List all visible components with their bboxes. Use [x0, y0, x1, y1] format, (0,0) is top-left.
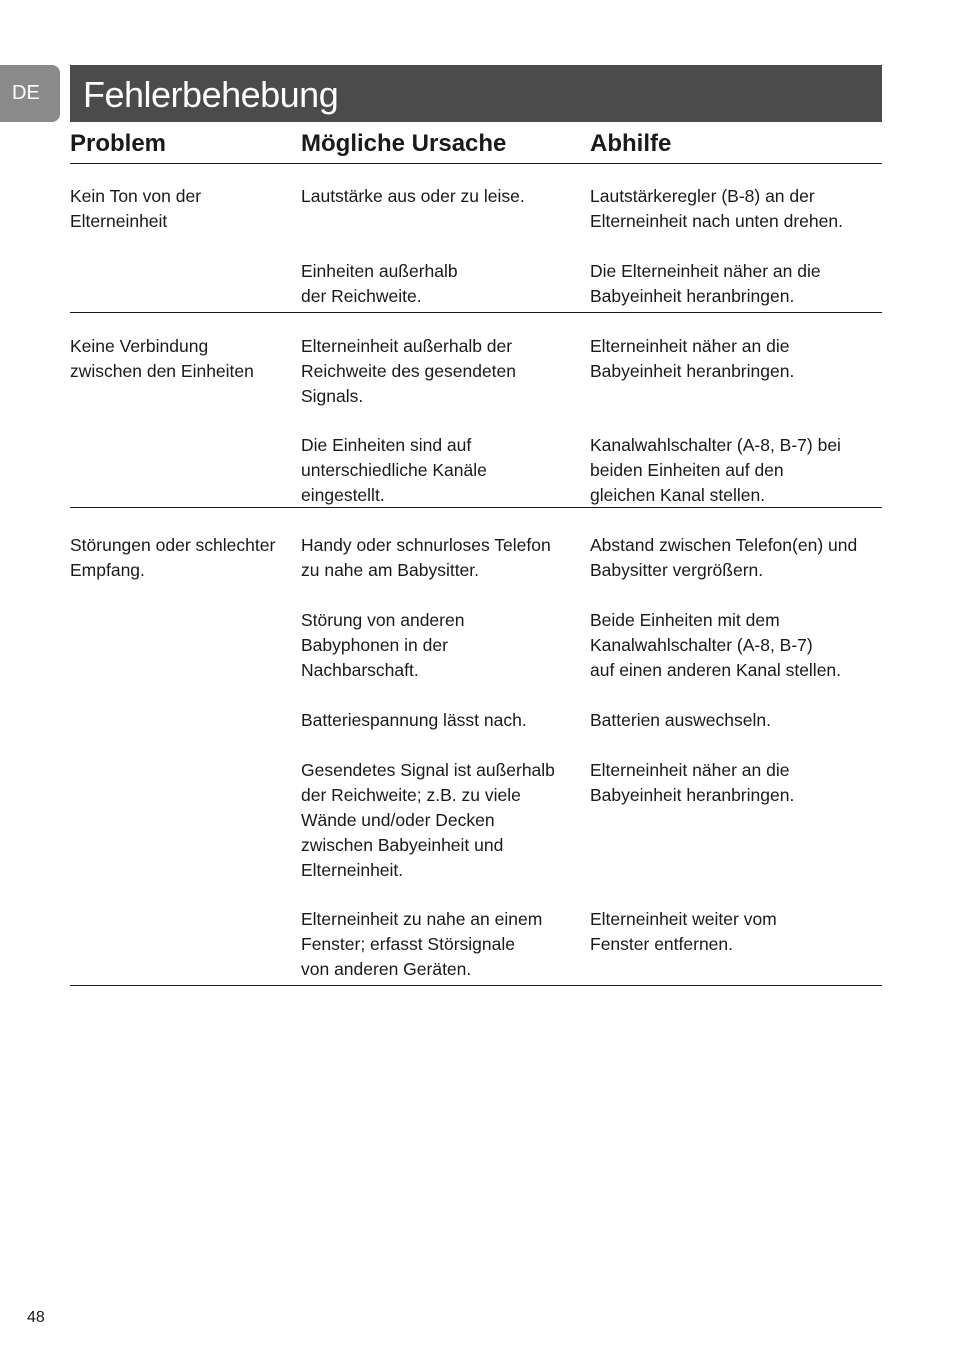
cause-text: Handy oder schnurloses Telefon zu nahe am Babysitter. — [301, 535, 551, 580]
troubleshooting-section — [70, 313, 882, 508]
remedy-text: Beide Einheiten mit dem Kanalwahlschalter (A-8, B-7) auf einen anderen Kanal stellen. — [590, 610, 842, 680]
cause-text: Gesendetes Signal ist außerhalb der Reichweite; z.B. zu viele Wände und/oder Decken zwischen Babyeinheit und Elterneinheit. — [301, 760, 555, 880]
problem-text: Störungen oder schlechter Empfang. — [70, 535, 276, 580]
cause-text: Batteriespannung lässt nach. — [301, 710, 527, 730]
header-cause: Mögliche Ursache — [301, 130, 507, 157]
cause-text: Einheiten außerhalb der Reichweite. — [301, 261, 458, 306]
page-title: Fehlerbehebung — [83, 74, 339, 115]
title-bar — [70, 65, 882, 122]
remedy-text: Batterien auswechseln. — [590, 710, 771, 730]
page-number: 48 — [27, 1309, 45, 1326]
cause-text: Die Einheiten sind auf unterschiedliche Kanäle eingestellt. — [301, 435, 487, 505]
remedy-text: Elterneinheit näher an die Babyeinheit heranbringen. — [590, 760, 795, 805]
cause-text: Lautstärke aus oder zu leise. — [301, 186, 525, 206]
cause-text: Elterneinheit außerhalb der Reichweite des gesendeten Signals. — [301, 336, 517, 406]
remedy-text: Kanalwahlschalter (A-8, B-7) bei beiden Einheiten auf den gleichen Kanal stellen. — [590, 435, 841, 505]
remedy-text: Abstand zwischen Telefon(en) und Babysitter vergrößern. — [590, 535, 858, 580]
remedy-text: Die Elterneinheit näher an die Babyeinheit heranbringen. — [590, 261, 821, 306]
cause-text: Elterneinheit zu nahe an einem Fenster; erfasst Störsignale von anderen Geräten. — [301, 909, 543, 979]
troubleshooting-section — [70, 164, 882, 313]
language-tab: DE — [0, 65, 60, 122]
remedy-text: Elterneinheit weiter vom Fenster entfernen. — [590, 909, 777, 954]
remedy-text: Elterneinheit näher an die Babyeinheit heranbringen. — [590, 336, 795, 381]
problem-text: Keine Verbindung zwischen den Einheiten — [70, 336, 254, 381]
remedy-text: Lautstärkeregler (B-8) an der Elterneinheit nach unten drehen. — [590, 186, 843, 231]
header-problem: Problem — [70, 130, 167, 157]
table-header — [70, 128, 882, 164]
cause-text: Störung von anderen Babyphonen in der Nachbarschaft. — [301, 610, 465, 680]
problem-text: Kein Ton von der Elterneinheit — [70, 186, 202, 231]
troubleshooting-section — [70, 508, 882, 986]
header-remedy: Abhilfe — [590, 130, 672, 157]
